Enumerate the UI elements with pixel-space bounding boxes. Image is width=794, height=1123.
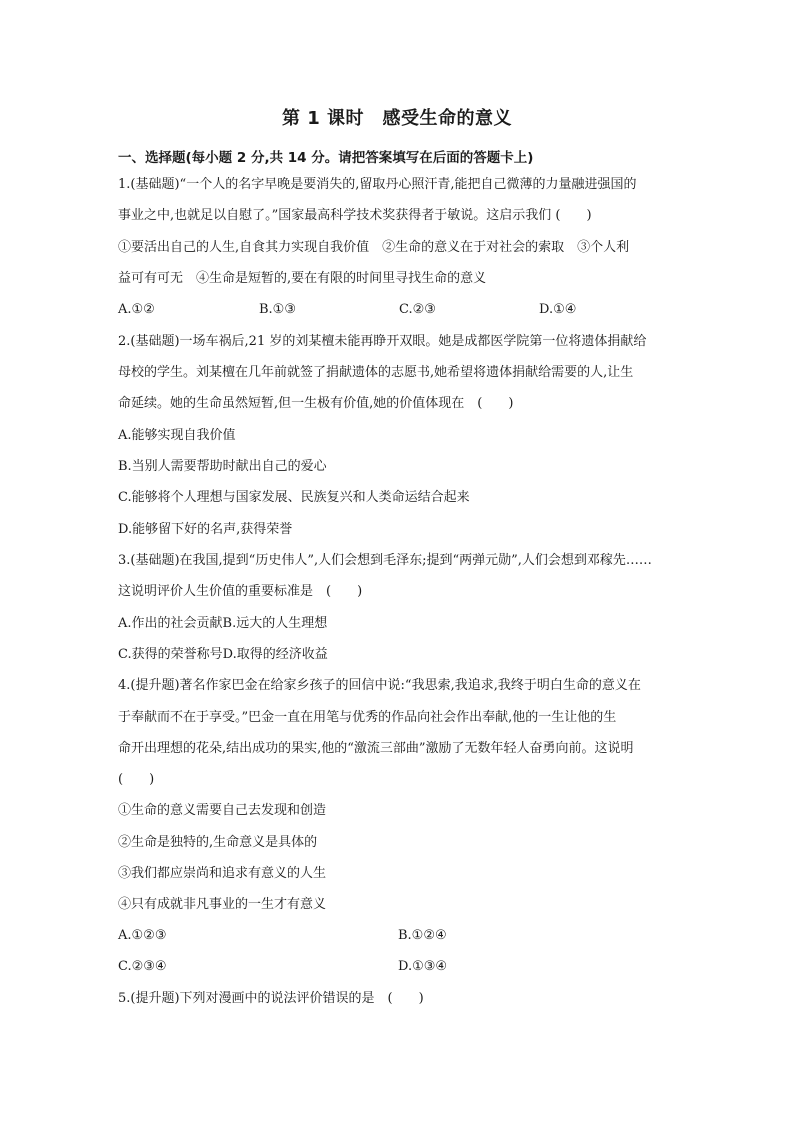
q1-option-a: A.①②	[118, 302, 155, 317]
q2-option-b: B.当别人需要帮助时献出自己的爱心	[118, 459, 327, 474]
q3-stem-line-1: 3.(基础题)在我国,提到“历史伟人”,人们会想到毛泽东;提到“两弹元勋”,人们会想到邓稼先……	[118, 553, 652, 568]
q4-stem-line-3: 命开出理想的花朵,结出成功的果实,他的“激流三部曲”激励了无数年轻人奋勇向前。这说明	[118, 741, 634, 756]
q2-option-a: A.能够实现自我价值	[118, 428, 236, 443]
q4-stem-line-2: 于奉献而不在于享受。”巴金一直在用笔与优秀的作品向社会作出奉献,他的一生让他的生	[118, 710, 617, 725]
q1-stem-line-2: 事业之中,也就足以自慰了。”国家最高科学技术奖获得者于敏说。这启示我们 ( )	[118, 208, 592, 223]
q1-statement-line-2: 益可有可无 ④生命是短暂的,要在有限的时间里寻找生命的意义	[118, 271, 487, 286]
q4-statement-1: ①生命的意义需要自己去发现和创造	[118, 803, 327, 818]
q2-option-c: C.能够将个人理想与国家发展、民族复兴和人类命运结合起来	[118, 490, 470, 505]
q4-stem-line-1: 4.(提升题)著名作家巴金在给家乡孩子的回信中说:“我思索,我追求,我终于明白生命的意义在	[118, 678, 641, 693]
q3-options-line-2: C.获得的荣誉称号D.取得的经济收益	[118, 647, 328, 662]
q4-option-d: D.①③④	[398, 959, 448, 974]
q2-stem-line-2: 母校的学生。刘某檀在几年前就签了捐献遗体的志愿书,她希望将遗体捐献给需要的人,让生	[118, 365, 634, 380]
q1-option-d: D.①④	[539, 302, 577, 317]
q1-option-b: B.①③	[259, 302, 296, 317]
q4-option-c: C.②③④	[118, 959, 167, 974]
q3-options-line-1: A.作出的社会贡献B.远大的人生理想	[118, 616, 328, 631]
q5-stem-line-1: 5.(提升题)下列对漫画中的说法评价错误的是 ( )	[118, 991, 424, 1006]
q4-statement-3: ③我们都应崇尚和追求有意义的人生	[118, 866, 327, 881]
q2-stem-line-3: 命延续。她的生命虽然短暂,但一生极有价值,她的价值体现在 ( )	[118, 396, 514, 411]
q4-option-b: B.①②④	[398, 928, 447, 943]
q1-stem-line-1: 1.(基础题)“一个人的名字早晚是要消失的,留取丹心照汗青,能把自己微薄的力量融进强国的	[118, 177, 637, 192]
q2-stem-line-1: 2.(基础题)一场车祸后,21 岁的刘某檀未能再睁开双眼。她是成都医学院第一位将遗体捐献给	[118, 334, 647, 349]
q1-statement-line-1: ①要活出自己的人生,自食其力实现自我价值 ②生命的意义在于对社会的索取 ③个人利	[118, 240, 630, 255]
q1-option-c: C.②③	[399, 302, 436, 317]
q4-statement-2: ②生命是独特的,生命意义是具体的	[118, 835, 318, 850]
q4-statement-4: ④只有成就非凡事业的一生才有意义	[118, 897, 327, 912]
q4-option-a: A.①②③	[118, 928, 167, 943]
q3-stem-line-2: 这说明评价人生价值的重要标准是 ( )	[118, 584, 363, 599]
section-heading: 一、选择题(每小题 2 分,共 14 分。请把答案填写在后面的答题卡上)	[118, 150, 534, 166]
q4-stem-line-4: ( )	[118, 772, 155, 787]
page-title: 第 1 课时 感受生命的意义	[281, 108, 513, 129]
q2-option-d: D.能够留下好的名声,获得荣誉	[118, 522, 293, 537]
